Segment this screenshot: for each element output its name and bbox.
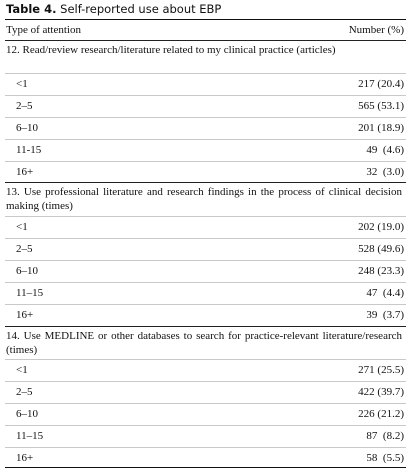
row-separator — [5, 381, 406, 382]
row-value: 565 (53.1) — [358, 100, 404, 112]
row-value: 528 (49.6) — [358, 243, 404, 255]
row-label: <1 — [16, 78, 28, 90]
row-value: 271 (25.5) — [358, 364, 404, 376]
row-label: <1 — [16, 364, 28, 376]
section-title: 14. Use MEDLINE or other databases to search for practice-relevant literature/research (times) — [6, 330, 402, 356]
row-separator — [5, 161, 406, 162]
row-label: 16+ — [16, 452, 34, 464]
row-value: 32 (3.0) — [366, 166, 404, 178]
row-separator — [5, 403, 406, 404]
row-label: 6–10 — [16, 122, 38, 134]
header-rule — [5, 40, 406, 41]
section-title: 12. Read/review research/literature related to my clinical practice (articles) — [6, 44, 336, 56]
row-label: 2–5 — [16, 243, 33, 255]
row-label: 2–5 — [16, 386, 33, 398]
row-separator — [5, 282, 406, 283]
row-separator — [5, 425, 406, 426]
row-separator — [5, 117, 406, 118]
row-value: 201 (18.9) — [358, 122, 404, 134]
row-label: 6–10 — [16, 265, 38, 277]
row-label: <1 — [16, 221, 28, 233]
row-separator — [5, 260, 406, 261]
row-value: 49 (4.6) — [366, 144, 404, 156]
row-value: 58 (5.5) — [366, 452, 404, 464]
row-value: 217 (20.4) — [358, 78, 404, 90]
section-title: 13. Use professional literature and research findings in the process of clinical decision making (times) — [6, 186, 402, 212]
row-label: 6–10 — [16, 408, 38, 420]
row-value: 248 (23.3) — [358, 265, 404, 277]
row-value: 422 (39.7) — [358, 386, 404, 398]
row-separator — [5, 139, 406, 140]
table-caption — [6, 2, 221, 16]
row-separator — [5, 359, 406, 360]
table-caption-text: Self-reported use about EBP — [60, 2, 222, 16]
row-label: 11-15 — [16, 144, 42, 156]
row-value: 87 (8.2) — [366, 430, 404, 442]
row-separator — [5, 238, 406, 239]
row-label: 16+ — [16, 166, 34, 178]
row-label: 16+ — [16, 309, 34, 321]
section-rule — [5, 182, 406, 183]
row-label: 11–15 — [16, 287, 44, 299]
table-bottom-rule — [5, 467, 406, 468]
row-value: 39 (3.7) — [366, 309, 404, 321]
row-label: 2–5 — [16, 100, 33, 112]
row-value: 202 (19.0) — [358, 221, 404, 233]
row-label: 11–15 — [16, 430, 44, 442]
section-rule — [5, 326, 406, 327]
row-value: 226 (21.2) — [358, 408, 404, 420]
row-value: 47 (4.4) — [366, 287, 404, 299]
table-top-rule — [5, 19, 406, 20]
row-separator — [5, 216, 406, 217]
table-caption-label: Table 4. — [6, 2, 57, 16]
row-separator — [5, 447, 406, 448]
row-separator — [5, 95, 406, 96]
row-separator — [5, 304, 406, 305]
row-separator — [5, 73, 406, 74]
column-header-type: Type of attention — [6, 24, 81, 36]
column-header-number: Number (%) — [348, 24, 404, 36]
